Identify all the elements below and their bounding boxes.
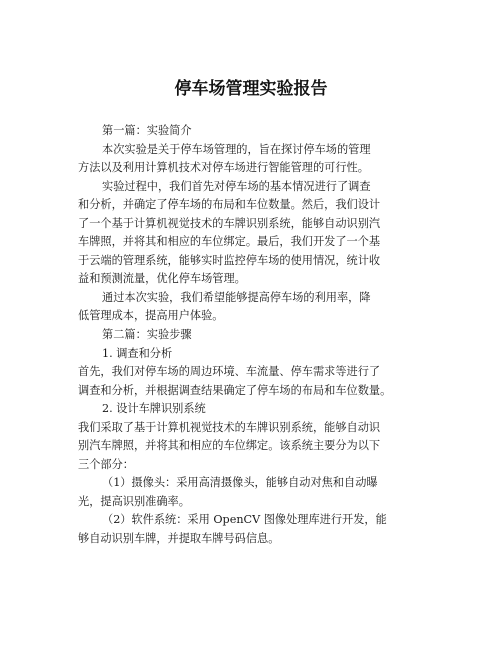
step-heading: 1. 调查和分析 bbox=[102, 346, 173, 360]
step-heading: 2. 设计车牌识别系统 bbox=[102, 402, 206, 416]
list-item-line: （2）软件系统：采用 OpenCV 图像处理库进行开发，能 bbox=[102, 513, 387, 527]
paragraph-line: 我们采取了基于计算机视觉技术的车牌识别系统，能够自动识 bbox=[78, 420, 381, 434]
paragraph-line: 益和预测流量，优化停车场管理。 bbox=[78, 272, 246, 286]
paragraph-line: 首先，我们对停车场的周边环境、车流量、停车需求等进行了 bbox=[78, 365, 381, 379]
section-heading-intro: 第一篇：实验简介 bbox=[102, 124, 192, 137]
report-body bbox=[78, 122, 430, 549]
paragraph-line: 实验过程中，我们首先对停车场的基本情况进行了调查 bbox=[102, 179, 371, 193]
paragraph-line: 方法以及利用计算机技术对停车场进行智能管理的可行性。 bbox=[78, 161, 369, 175]
paragraph-line: 于云端的管理系统，能够实时监控停车场的使用情况，统计收 bbox=[78, 253, 381, 267]
paragraph-line: 调查和分析，并根据调查结果确定了停车场的布局和车位数量。 bbox=[78, 383, 392, 397]
paragraph-line: 和分析，并确定了停车场的布局和车位数量。然后，我们设计 bbox=[78, 198, 381, 212]
paragraph-line: 通过本次实验，我们希望能够提高停车场的利用率，降 bbox=[102, 290, 371, 304]
paragraph-line: 本次实验是关于停车场管理的，旨在探讨停车场的管理 bbox=[102, 142, 371, 156]
list-item-line: 够自动识别车牌，并提取车牌号码信息。 bbox=[78, 532, 280, 546]
list-item-line: （1）摄像头：采用高清摄像头，能够自动对焦和自动曝 bbox=[102, 476, 378, 490]
section-heading-steps: 第二篇：实验步骤 bbox=[102, 328, 192, 342]
paragraph-line: 别汽车牌照，并将其和相应的车位绑定。该系统主要分为以下 bbox=[78, 439, 381, 453]
paragraph-line: 了一个基于计算机视觉技术的车牌识别系统，能够自动识别汽 bbox=[78, 216, 381, 230]
paragraph-line: 低管理成本，提高用户体验。 bbox=[78, 309, 224, 323]
paragraph-line: 车牌照，并将其和相应的车位绑定。最后，我们开发了一个基 bbox=[78, 235, 381, 249]
list-item-line: 光，提高识别准确率。 bbox=[78, 494, 190, 508]
paragraph-line: 三个部分： bbox=[78, 457, 134, 471]
report-title: 停车场管理实验报告 bbox=[174, 79, 328, 99]
